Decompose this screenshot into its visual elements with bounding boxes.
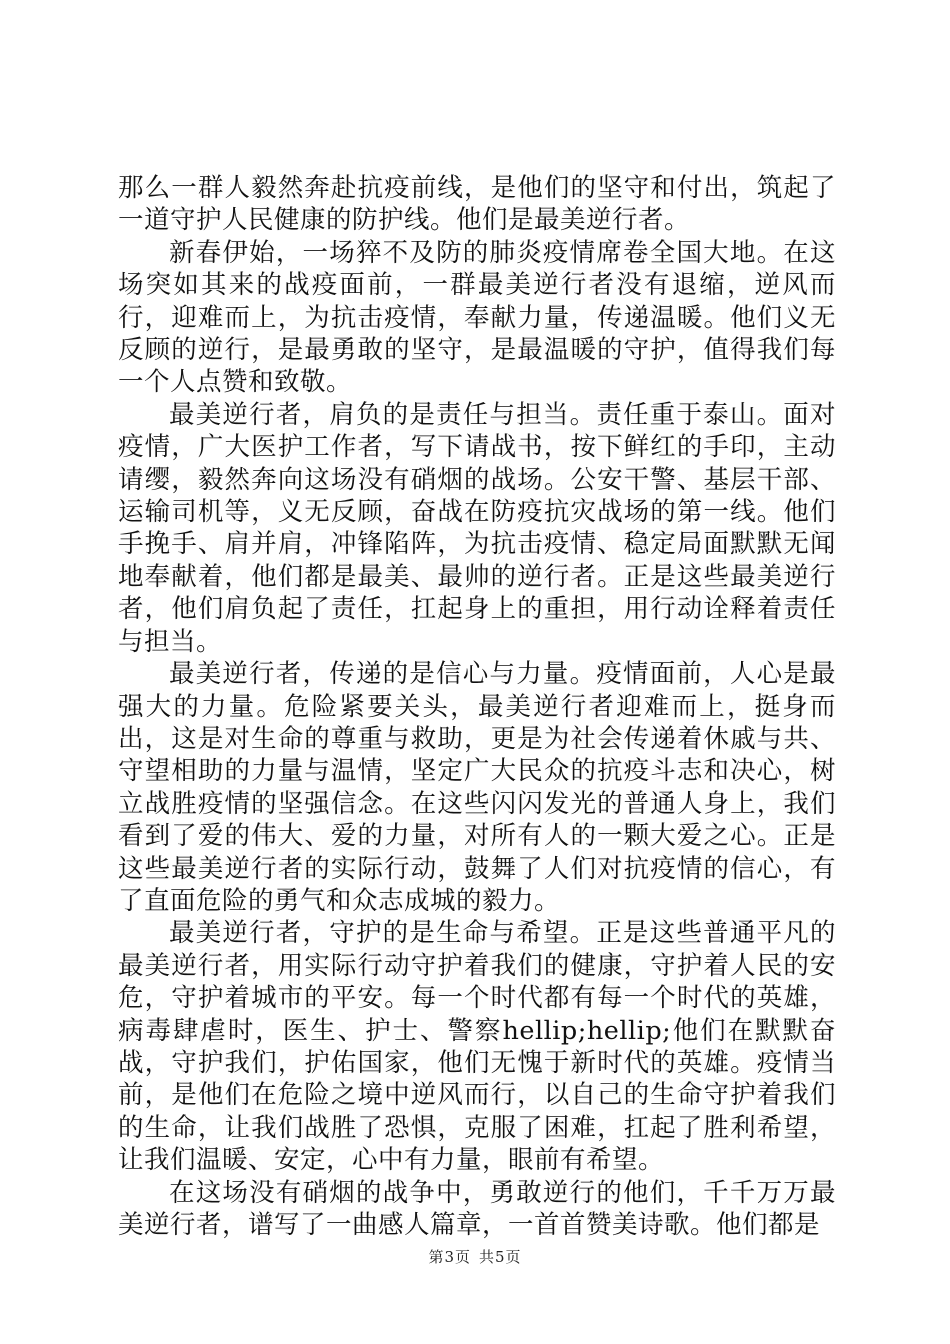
- paragraph-spring-outbreak: 新春伊始，一场猝不及防的肺炎疫情席卷全国大地。在这场突如其来的战疫面前，一群最美逆行者没有退缩，逆风而行，迎难而上，为抗击疫情，奉献力量，传递温暖。他们义无反顾的逆行，是最勇敢的坚守，是最温暖的守护，值得我们每一个人点赞和致敬。: [118, 237, 836, 398]
- paragraph-closing: 在这场没有硝烟的战争中，勇敢逆行的他们，千千万万最美逆行者，谱写了一曲感人篇章，一首首赞美诗歌。他们都是: [118, 1177, 836, 1240]
- page-footer: [0, 1246, 950, 1267]
- paragraph-responsibility: 最美逆行者，肩负的是责任与担当。责任重于泰山。面对疫情，广大医护工作者，写下请战书，按下鲜红的手印，主动请缨，毅然奔向这场没有硝烟的战场。公安干警、基层干部、运输司机等，义无反顾，奋战在防疫抗灾战场的第一线。他们手挽手、肩并肩，冲锋陷阵，为抗击疫情、稳定局面默默无闻地奉献着，他们都是最美、最帅的逆行者。正是这些最美逆行者，他们肩负起了责任，扛起身上的重担，用行动诠释着责任与担当。: [118, 399, 836, 657]
- page-number: 第3页: [428, 1248, 471, 1266]
- paragraph-life-hope: 最美逆行者，守护的是生命与希望。正是这些普通平凡的最美逆行者，用实际行动守护着我们的健康，守护着人民的安危，守护着城市的平安。每一个时代都有每一个时代的英雄，病毒肆虐时，医生、护士、警察hellip;hellip;他们在默默奋战，守护我们，护佑国家，他们无愧于新时代的英雄。疫情当前，是他们在危险之境中逆风而行，以自己的生命守护着我们的生命，让我们战胜了恐惧，克服了困难，扛起了胜利希望，让我们温暖、安定，心中有力量，眼前有希望。: [118, 918, 836, 1176]
- paragraph-confidence: 最美逆行者，传递的是信心与力量。疫情面前，人心是最强大的力量。危险紧要关头，最美逆行者迎难而上，挺身而出，这是对生命的尊重与救助，更是为社会传递着休戚与共、守望相助的力量与温情，坚定广大民众的抗疫斗志和决心，树立战胜疫情的坚强信念。在这些闪闪发光的普通人身上，我们看到了爱的伟大、爱的力量，对所有人的一颗大爱之心。正是这些最美逆行者的实际行动，鼓舞了人们对抗疫情的信心，有了直面危险的勇气和众志成城的毅力。: [118, 659, 836, 916]
- page-total: 共5页: [479, 1248, 522, 1266]
- paragraph-continued: 那么一群人毅然奔赴抗疫前线，是他们的坚守和付出，筑起了一道守护人民健康的防护线。他们是最美逆行者。: [118, 173, 836, 236]
- document-body: [118, 172, 836, 1241]
